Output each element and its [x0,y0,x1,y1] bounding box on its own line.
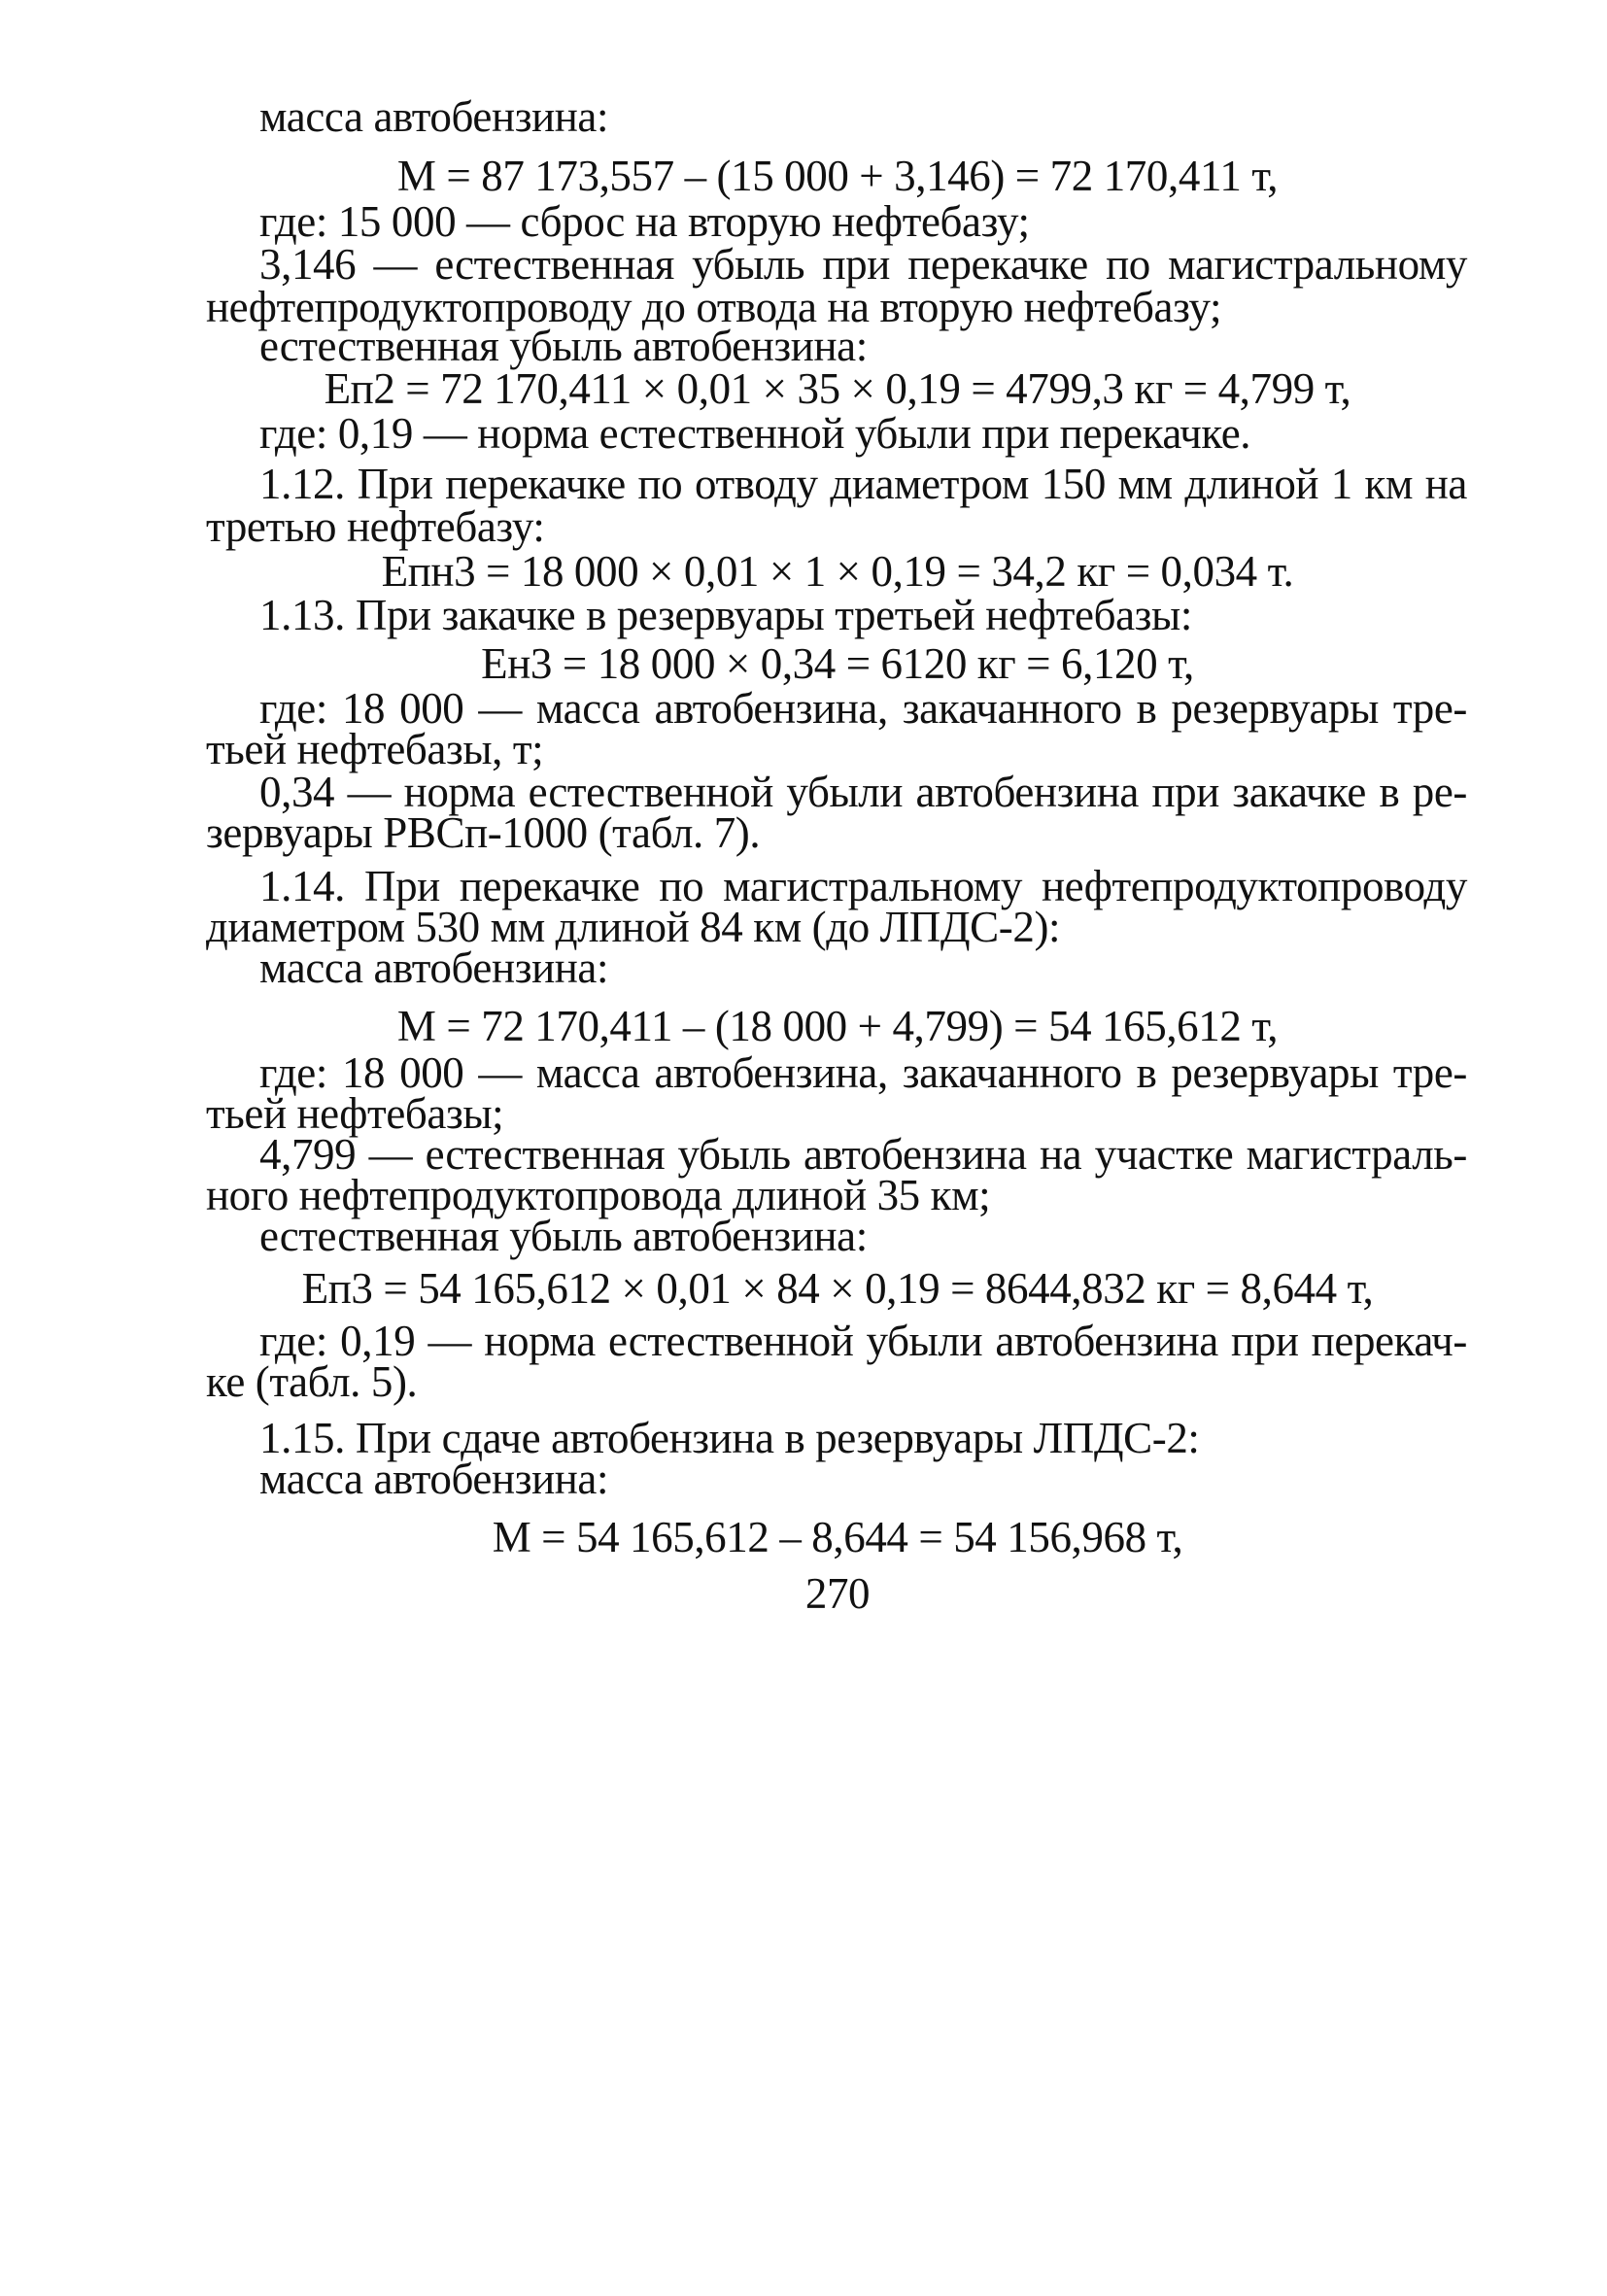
text-line: ке (табл. 5). [206,1357,418,1406]
text-line: где: 18 000 — масса автобензина, закачанного в резервуары тре- [259,684,1467,733]
text-line: нефтепродуктопроводу до отвода на вторую нефтебазу; [206,283,1222,331]
text-line: естественная убыль автобензина: [259,1212,868,1260]
text-line: 3,146 — естественная убыль при перекачке по магистральному [259,240,1467,289]
formula-mass-3: М = 54 165,612 – 8,644 = 54 156,968 т, [492,1513,1183,1561]
document-page [206,0,1469,2296]
text-line: масса автобензина: [259,92,609,141]
section-1-13: 1.13. При закачке в резервуары третьей нефтебазы: [259,591,1192,639]
formula-ep3: Еп3 = 54 165,612 × 0,01 × 84 × 0,19 = 8644,832 кг = 8,644 т, [301,1264,1374,1313]
text-line: третью нефтебазу: [206,502,545,551]
formula-mass-2: М = 72 170,411 – (18 000 + 4,799) = 54 165,612 т, [396,1002,1279,1050]
text-line: диаметром 530 мм длиной 84 км (до ЛПДС-2): [206,903,1061,951]
text-line: где: 0,19 — норма естественной убыли при перекачке. [259,409,1251,458]
section-1-15: 1.15. При сдаче автобензина в резервуары ЛПДС-2: [259,1414,1200,1462]
text-line: 0,34 — норма естественной убыли автобензина при закачке в ре- [259,768,1467,816]
section-1-14: 1.14. При перекачке по магистральному нефтепродуктопроводу [259,862,1467,910]
text-line: ного нефтепродуктопровода длиной 35 км; [206,1171,991,1219]
text-line: где: 0,19 — норма естественной убыли автобензина при перекач- [259,1317,1467,1365]
text-line: где: 18 000 — масса автобензина, закачанного в резервуары тре- [259,1048,1467,1097]
text-line: где: 15 000 — сброс на вторую нефтебазу; [259,197,1030,246]
text-line: естественная убыль автобензина: [259,322,868,370]
formula-en3: Ен3 = 18 000 × 0,34 = 6120 кг = 6,120 т, [481,639,1194,688]
text-line: 4,799 — естественная убыль автобензина на участке магистраль- [259,1130,1467,1179]
formula-mass-1: М = 87 173,557 – (15 000 + 3,146) = 72 170,411 т, [396,152,1279,200]
text-line: масса автобензина: [259,943,609,992]
text-line: зервуары РВСп-1000 (табл. 7). [206,808,761,857]
page-number: 270 [804,1569,871,1618]
section-1-12: 1.12. При перекачке по отводу диаметром 150 мм длиной 1 км на [259,460,1467,508]
text-line: тьей нефтебазы, т; [206,725,544,773]
formula-epn3: Епн3 = 18 000 × 0,01 × 1 × 0,19 = 34,2 кг = 0,034 т. [381,547,1294,596]
text-line: тьей нефтебазы; [206,1089,504,1138]
text-line: масса автобензина: [259,1455,609,1503]
formula-ep2: Еп2 = 72 170,411 × 0,01 × 35 × 0,19 = 4799,3 кг = 4,799 т, [324,364,1351,413]
